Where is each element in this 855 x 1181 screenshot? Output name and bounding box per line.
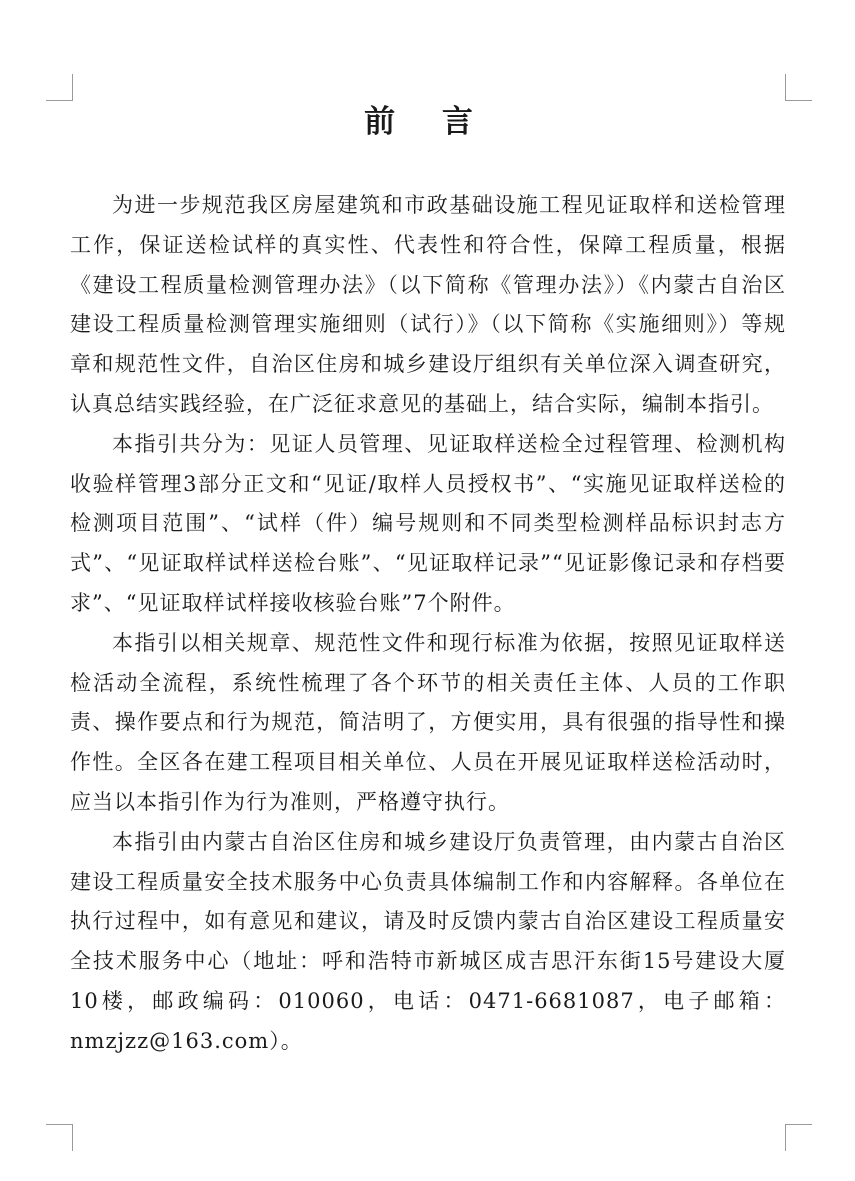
crop-mark-bottom-right bbox=[785, 1124, 812, 1151]
crop-mark-bottom-left bbox=[46, 1124, 73, 1151]
paragraph-basis: 本指引以相关规章、规范性文件和现行标准为依据，按照见证取样送检活动全流程，系统性梳理了各个环节的相关责任主体、人员的工作职责、操作要点和行为规范，简洁明了，方便实用，具有很强的指导性和操作性。全区各在建工程项目相关单位、人员在开展见证取样送检活动时，应当以本指引作为行为准则，严格遵守执行。 bbox=[70, 630, 786, 814]
paragraph-contact: 本指引由内蒙古自治区住房和城乡建设厅负责管理，由内蒙古自治区建设工程质量安全技术服务中心负责具体编制工作和内容解释。各单位在执行过程中，如有意见和建议，请及时反馈内蒙古自治区建设工程质量安全技术服务中心（地址：呼和浩特市新城区成吉思汗东街15号建设大厦10楼，邮政编码：010060，电话：0471-6681087，电子邮箱：nmzjzz@163.com）。 bbox=[70, 829, 786, 1053]
paragraph-purpose: 为进一步规范我区房屋建筑和市政基础设施工程见证取样和送检管理工作，保证送检试样的真实性、代表性和符合性，保障工程质量，根据《建设工程质量检测管理办法》（以下简称《管理办法》）《内蒙古自治区建设工程质量检测管理实施细则（试行）》（以下简称《实施细则》）等规章和规范性文件，自治区住房和城乡建设厅组织有关单位深入调查研究，认真总结实践经验，在广泛征求意见的基础上，结合实际，编制本指引。 bbox=[70, 193, 786, 416]
crop-mark-top-left bbox=[46, 74, 73, 101]
crop-mark-top-right bbox=[785, 74, 812, 101]
preface-body bbox=[70, 186, 786, 1062]
page-title: 前 言 bbox=[364, 104, 491, 140]
paragraph-structure: 本指引共分为：见证人员管理、见证取样送检全过程管理、检测机构收验样管理3部分正文和“见证/取样人员授权书”、“实施见证取样送检的检测项目范围”、“试样（件）编号规则和不同类型检测样品标识封志方式”、“见证取样试样送检台账”、“见证取样记录”“见证影像记录和存档要求”、“见证取样试样接收核验台账”7个附件。 bbox=[70, 431, 786, 615]
